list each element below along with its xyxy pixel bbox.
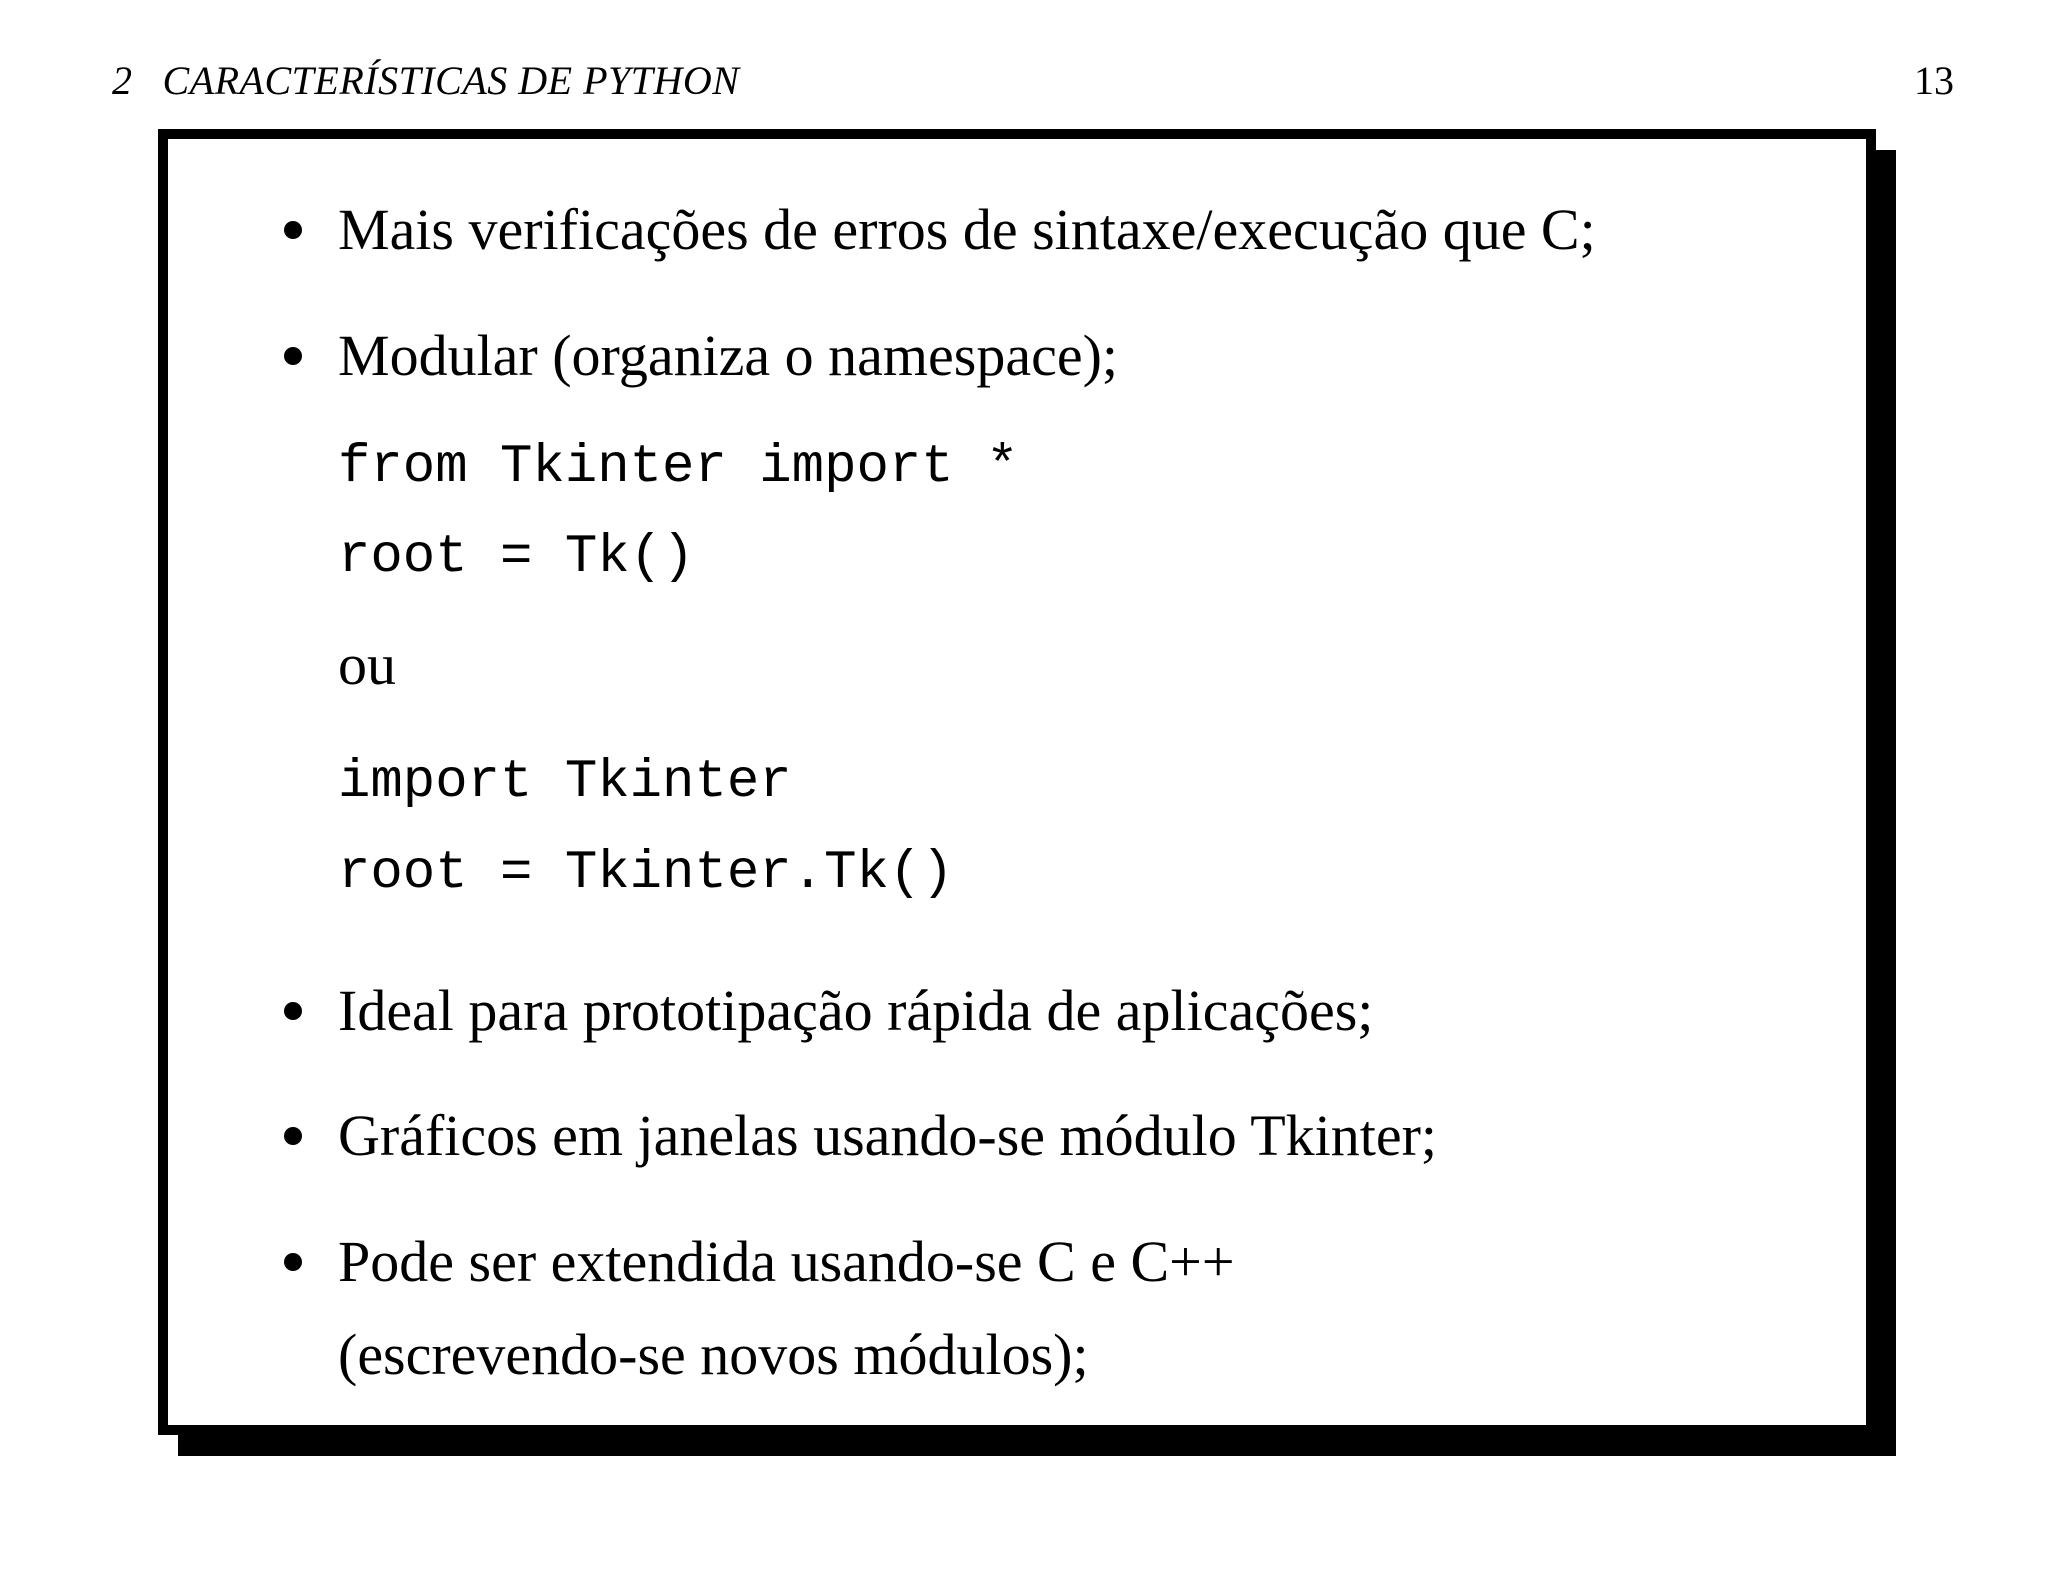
section-heading [112, 56, 739, 106]
page-number: 13 [1914, 58, 1954, 103]
bullet-icon [284, 221, 302, 239]
bullet-text: Mais verificações de erros de sintaxe/execução que C; [338, 197, 1596, 262]
section-number: 2 [112, 58, 133, 103]
bullet-text: Gráficos em janelas usando-se módulo Tkinter; [338, 1103, 1438, 1168]
section-title: CARACTERÍSTICAS DE PYTHON [162, 58, 740, 103]
bullet-icon [284, 347, 302, 365]
code-line: root = Tkinter.Tk() [338, 843, 954, 904]
code-line: import Tkinter [338, 752, 792, 813]
bullet-icon [284, 1127, 302, 1145]
running-header [112, 56, 1954, 106]
bullet-text: Pode ser extendida usando-se C e C++ [338, 1229, 1235, 1294]
slide-frame [158, 129, 1876, 1435]
bullet-icon [284, 1002, 302, 1020]
bullet-text: Modular (organiza o namespace); [338, 323, 1118, 388]
separator-text: ou [338, 632, 396, 697]
code-line: root = Tk() [338, 527, 695, 588]
bullet-icon [284, 1253, 302, 1271]
slide-content [168, 139, 1866, 1425]
code-line: from Tkinter import * [338, 437, 1019, 498]
bullet-text-continuation: (escrevendo-se novos módulos); [338, 1322, 1089, 1387]
bullet-text: Ideal para prototipação rápida de aplicações; [338, 978, 1374, 1043]
